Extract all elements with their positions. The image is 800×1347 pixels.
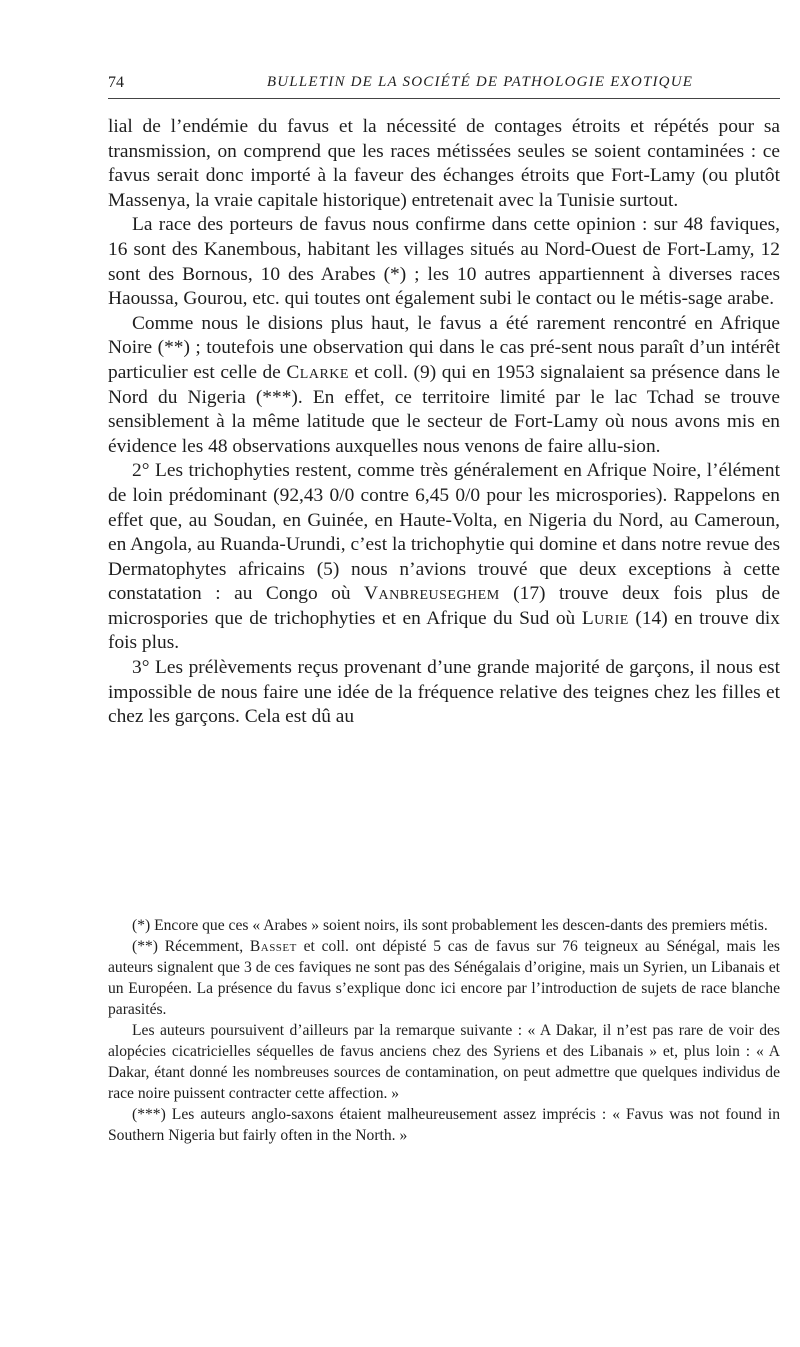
page-header	[108, 72, 780, 99]
paragraph-trichophyties	[108, 459, 780, 656]
author-name: Clarke	[286, 361, 349, 383]
paragraph-text: (17) trouve deux fois plus de microspories que de trichophyties et en Afrique du Sud où	[108, 583, 780, 629]
page-number: 74	[108, 74, 124, 91]
paragraph-prelevements: 3° Les prélèvements reçus provenant d’une grande majorité de garçons, il nous est impossible de nous faire une idée de la fréquence relative des teignes chez les filles et chez les garçons. Cela est dû au	[108, 657, 780, 728]
paragraph-africa-observation	[108, 312, 780, 460]
author-name: Basset	[249, 938, 297, 955]
author-name: Vanbreuseghem	[364, 583, 500, 605]
footnotes	[108, 915, 780, 1146]
footnote-2-continued: Les auteurs poursuivent d’ailleurs par la remarque suivante : « A Dakar, il n’est pas rare de voir des alopécies cicatricielles séquelles de favus anciens chez des Syriens et des Libanais » et, plus loin : « A Dakar, étant donné les nombreuses sources de contamination, on peut admettre que quelques individus de race noire puissent contracter cette affection. »	[108, 1022, 780, 1102]
footnote-text: (**) Récemment,	[132, 938, 250, 955]
footnote-3: (***) Les auteurs anglo-saxons étaient malheureusement assez imprécis : « Favus was not found in Southern Nigeria but fairly often in the North. »	[108, 1106, 780, 1144]
running-title: BULLETIN DE LA SOCIÉTÉ DE PATHOLOGIE EXOTIQUE	[266, 74, 694, 90]
footnote-1: (*) Encore que ces « Arabes » soient noirs, ils sont probablement les descen-dants des premiers métis.	[132, 917, 768, 934]
footnote-text: et coll. ont dépisté 5 cas de favus sur 76 teigneux au Sénégal, mais les auteurs signalent que 3 de ces faviques ne sont pas des Sénégalais d’origine, mais un Syrien, un Libanais et un Européen. La présence du favus s’explique donc ici encore par l’introduction de sujets de race blanche parasités.	[108, 938, 780, 1018]
paragraph-text: (14) en trouve dix fois plus.	[108, 607, 780, 654]
paragraph-race-distribution: La race des porteurs de favus nous confirme dans cette opinion : sur 48 faviques, 16 sont des Kanembous, habitant les villages situés au Nord-Ouest de Fort-Lamy, 12 sont des Bornous, 10 des Arabes (*) ; les 10 autres appartiennent à diverses races Haoussa, Gourou, etc. qui toutes ont également subi le contact ou le métis-sage arabe.	[108, 214, 780, 310]
body-text	[108, 115, 780, 730]
paragraph-text: et coll. (9) qui en 1953 signalaient sa présence dans le Nord du Nigeria (***). En effet, ce territoire limité par le lac Tchad se trouve sensiblement à la même latitude que le secteur de Fort-Lamy où nous avons mis en évidence les 48 observations auxquelles nous venons de faire allu-sion.	[108, 361, 780, 457]
author-name: Lurie	[581, 607, 629, 629]
paragraph-text: Comme nous le disions plus haut, le favus a été rarement rencontré en Afrique Noire (**) ; toutefois une observation qui dans le cas pré-sent nous paraît d’un intérêt particulier est celle de	[108, 312, 780, 383]
paragraph-continuation: lial de l’endémie du favus et la nécessité de contages étroits et répétés pour sa transmission, on comprend que les races métissées seules se soient contaminées : ce favus serait donc importé à la faveur des échanges étroits que Fort-Lamy (ou plutôt Massenya, la vraie capitale historique) entretenait avec la Tunisie surtout.	[108, 116, 780, 211]
paragraph-text: 2° Les trichophyties restent, comme très généralement en Afrique Noire, l’élément de loin prédominant (92,43 0/0 contre 6,45 0/0 pour les microspories). Rappelons en effet que, au Soudan, en Guinée, en Haute-Volta, en Nigeria du Nord, au Cameroun, en Angola, au Ruanda-Urundi, c’est la trichophytie qui domine et dans notre revue des Dermatophytes africains (5) nous n’avions trouvé que deux exceptions à cette constatation : au Congo où	[108, 460, 780, 605]
footnote-2	[108, 936, 780, 1020]
